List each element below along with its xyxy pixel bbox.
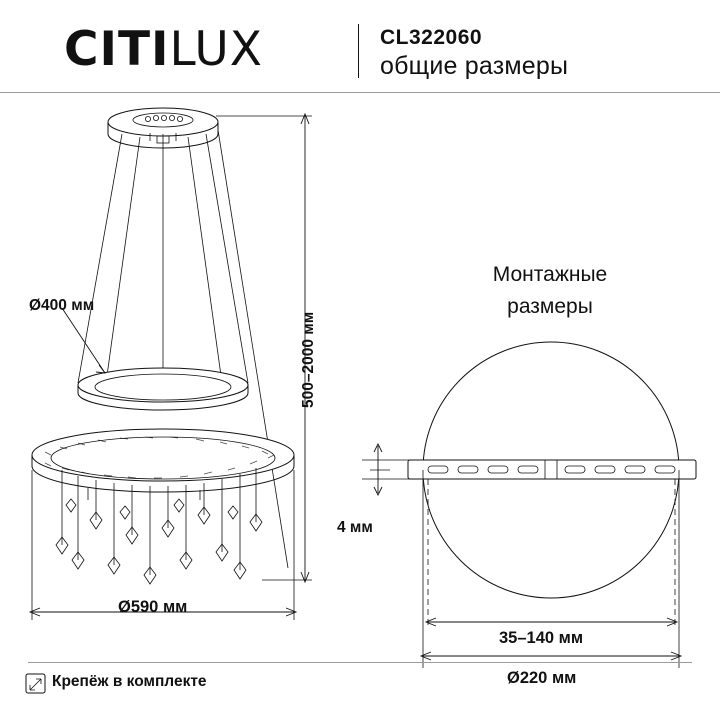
dim-label-diameter: Ø220 мм (507, 669, 577, 687)
footer-note: Крепёж в комплекте (52, 673, 207, 690)
page-title: общие размеры (380, 52, 569, 80)
dim-label-slot: 35–140 мм (499, 629, 584, 647)
mounting-title-line1: Монтажные (492, 263, 608, 286)
mounting-title-line2: размеры (507, 295, 593, 318)
product-code: CL322060 (380, 26, 483, 49)
dim-label-ring-400: Ø400 мм (29, 297, 95, 314)
brand-logo-citi: CITI (64, 22, 170, 77)
brand-logo-lux: LUX (169, 22, 263, 77)
dim-label-width-590: Ø590 мм (118, 598, 188, 616)
dim-label-thickness: 4 мм (337, 519, 373, 536)
dim-label-height: 500–2000 мм (300, 311, 317, 408)
mounting-kit-icon (26, 674, 45, 693)
